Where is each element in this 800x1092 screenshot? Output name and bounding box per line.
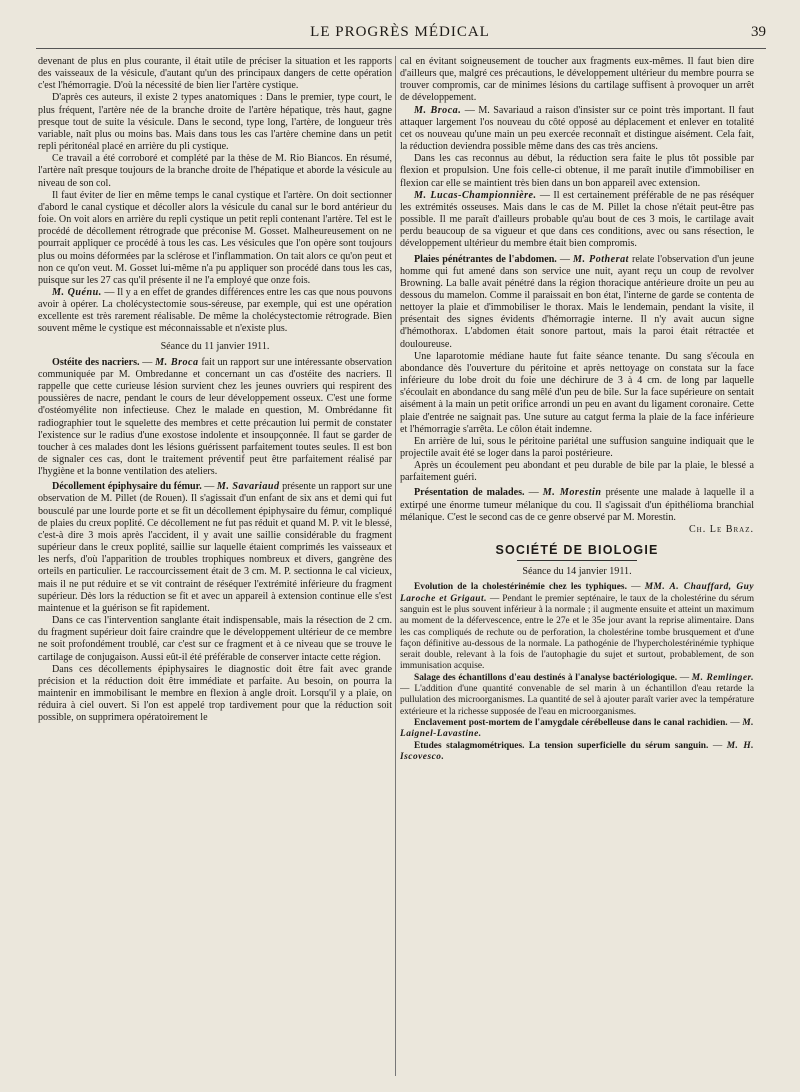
speaker-name: M. Broca <box>155 356 199 368</box>
paragraph <box>400 190 754 251</box>
report-title: Enclavement post-mortem de l'amygdale cérébelleuse dans le canal rachidien. <box>414 717 728 728</box>
paragraph: devenant de plus en plus courante, il était utile de préciser la situation et les rapports des vaisseaux de la vésicule, d'autant qu'un des principaux dangers de cette opération c'est l'hémorragie. D'où la nécessité de bien lier l'artère cystique. <box>38 56 392 92</box>
report-entry: Evolution de la cholestérinémie chez les typhiques. — MM. A. Chauffard, Guy Laroche et Grigaut. — Pendant le premier septénaire, le taux de la cholestérine du sérum sanguin est le plus souvent inférieur à la normale ; il augmente ensuite et atteint un maximum au moment de la défervescence, entre le 27e et le 35e jour avant la reprise alimentaire. Dans les cas compliqués de rechute ou de perforation, la cholestérine tombe brusquement et d'une façon définitive au-dessous de la normale. La pathogénie de l'hypercholestérinémie typhique serait double, relevant à la fois de l'autophagie du sujet et surtout, probablement, de son immunisation acquise. <box>400 582 754 672</box>
speaker-name: M. Quénu. <box>52 286 102 298</box>
report-entry: Plaies pénétrantes de l'abdomen. — M. Potherat relate l'observation d'un jeune homme qui fut amené dans son service une nuit, ayant reçu un coup de revolver Browning. La balle avait pénétré dans la région thoracique antérieure droite un peu au dessous du mamelon. Comme il paraissait en bon état, l'interne de garde se contenta de nettoyer la plaie et d'immobiliser le thorax. Mais le lendemain, pendant la visite, il présentait des signes évidents d'hémorragie interne. Il n'y avait aucun signe d'hémothorax. L'abdomen était sonore partout, mais la paroi était rétractée et douloureuse. <box>400 253 754 350</box>
speaker-name: MM. A. Chauffard, Guy Laroche et Grigaut. <box>400 582 754 604</box>
page-number: 39 <box>751 24 766 40</box>
report-entry: Enclavement post-mortem de l'amygdale cérébelleuse dans le canal rachidien. — M. Laignel-Lavastine. <box>400 717 754 740</box>
author-signature: Ch. Le Braz. <box>688 523 754 535</box>
paragraph-text: — Il y a en effet de grandes différences entre les cas que nous pouvons avoir à opérer. La cholécystectomie sous-séreuse, par exemple, qui est une opération excellente est très rarement réalisable. De même la cholécystectomie rétrograde. Bien souvent même le cystique est méconnaissable et n'existe plus. <box>38 286 392 335</box>
paragraph <box>400 105 754 154</box>
report-title: Décollement épiphysaire du fémur. <box>52 481 202 493</box>
speaker-name: M. H. Iscovesco. <box>400 740 754 762</box>
speaker-name: M. Remlinger. <box>691 672 754 683</box>
paragraph: Dans les cas reconnus au début, la réduction sera faite le plus tôt possible par flexion et propulsion. Une fois celle-ci obtenue, il me paraît inutile d'immobiliser en flexion car elle se maintient très bien dans un bon appareil avec extension. <box>400 153 754 189</box>
report-text: présente une malade à laquelle il a extirpé une énorme tumeur mélanique du cou. Il s'agissait d'un épithélioma branchial mélanique. C'est le second cas de ce genre observé par M. Morestin. <box>400 487 754 523</box>
speaker-name: M. Potherat <box>573 253 629 265</box>
paragraph <box>38 287 392 336</box>
paragraph: Il faut éviter de lier en même temps le canal cystique et l'artère. On doit sectionner d'abord le canal cystique et décoller alors la vésicule du canal sur le bord antérieur du foie. On voit alors en arrière du repli cystique un petit repli contenant l'artère. Tel est le procédé de décollement rétrograde que préconise M. Gosset. Malheureusement on ne pourrait appliquer ce procédé à tous les cas. Les vésicules que l'on opère sont toujours plus ou moins déformées par la sclérose et l'inflammation. On tait alors ce qu'on peut et non ce qu'on veut. M. Gosset lui-même n'a pu appliquer son procédé dans tous les cas, puisque sur les 27 cas qu'il présente il ne l'a employé que onze fois. <box>38 189 392 286</box>
session-date: Séance du 11 janvier 1911. <box>160 340 270 352</box>
paragraph-text: — M. Savariaud a raison d'insister sur ce point très important. Il faut attaquer largement l'os nouveau du côté opposé au déplacement et enlever en totalité cet os nouveau qu'une main un peu exercée reconnaît et distingue aisément. Cela fait, la réduction deviendra possible même dans des cas très anciens. <box>400 104 754 153</box>
report-text: fait un rapport sur une intéressante observation communiquée par M. Ombredanne et concernant un cas d'ostéite des nacriers. Il rappelle que cette curieuse lésion survient chez les jeunes ouvriers qui respirent des poussières de nacre, pendant le cours de leur développement osseux. C'est une forme d'ostéomyélite non infectieuse. Chez le malade en question, M. Ombrédanne fit radiographier tout le squelette des membres et cette précaution lui permit de constater l'existence sur le radius d'une exostose indolente et insoupçonnée. Il faut se garder de toucher à ces malades dont les lésions guérissent parfaitement toutes seules. Il est bon de signaler ces cas, dont le traitement préventif peut être parfaitement réalisé par l'hygiène et la bonne ventilation des ateliers. <box>38 356 392 478</box>
column-divider <box>395 56 396 1076</box>
journal-title: LE PROGRÈS MÉDICAL <box>310 24 490 40</box>
report-text: présente un rapport sur une observation de M. Pillet (de Rouen). Il s'agissait d'un enfant de six ans et demi qui fut bousculé par une lourde porte et se fit un décollement épiphysaire du fémur, compliqué de plaies du creux poplité. Ce décollement ne fut pas réduit et quand M. P. vit le blessé, c'est-à dire 3 mois après l'accident, il y avait une saillie considérable du fragment supérieur dans le creux poplité, saillie sur laquelle étaient comprimés les vaisseaux et les nerfs, d'où l'apparition de troubles trophiques nombreux et divers, gangrène des orteils en particulier. Le raccourcissement était de 3 cm. M. P. sectionna le cal vicieux, mais il ne put réduire et se vit contraint de réséquer l'extrémité inférieure du fragment supérieur. Dès lors la réduction se fit et avec un appareil à extension continue elle s'est maintenue et la guérison se fit rapidement. <box>38 481 392 614</box>
paragraph-text: — Il est certainement préférable de ne pas réséquer les extrémités osseuses. Mais dans le cas de M. Pillet la chose n'était peut-être pas possible. Il me paraît d'ailleurs probable qu'au bout de ces 3 mois, le cartilage avait perdu beaucoup de sa vigueur et que dans ces conditions, avec ou sans résection, le développement ultérieur du membre était bien compromis. <box>400 189 754 250</box>
report-text: — L'addition d'une quantité convenable de sel marin à un échantillon d'eau retarde la pullulation des microorganismes. La quantité de sel à ajouter paraît varier avec la température extérieure et la richesse supposée de l'eau en microorganismes. <box>400 684 754 717</box>
speaker-name: M. Morestin <box>542 487 602 499</box>
paragraph: Ce travail a été corroboré et complété par la thèse de M. Rio Biancos. En résumé, l'artère naît presque toujours de la branche droite de l'hépatique et aborde la vésicule au niveau de son col. <box>38 153 392 189</box>
speaker-name: M. Laignel-Lavastine. <box>400 717 754 740</box>
speaker-name: M. Savariaud <box>216 481 280 493</box>
heading-rule <box>517 560 637 561</box>
report-entry: Décollement épiphysaire du fémur. — M. Savariaud présente un rapport sur une observation de M. Pillet (de Rouen). Il s'agissait d'un enfant de six ans et demi qui fut bousculé par une lourde porte et se fit un décollement épiphysaire du fémur, compliqué de plaies du creux poplité. Ce décollement ne fut pas réduit et quand M. P. vit le blessé, c'est-à dire 3 mois après l'accident, il y avait une saillie considérable du fragment supérieur dans le creux poplité, saillie sur laquelle étaient comprimés les vaisseaux et les nerfs, d'où l'apparition de troubles trophiques nombreux et divers, gangrène des orteils en particulier. Le raccourcissement était de 3 cm. M. P. sectionna le cal vicieux, mais il ne put réduire et se vit contraint de réséquer l'extrémité inférieure du fragment supérieur. Dès lors la réduction se fit et avec un appareil à extension continue elle s'est maintenue et la guérison se fit rapidement. <box>38 481 392 614</box>
society-heading: SOCIÉTÉ DE BIOLOGIE <box>495 543 659 558</box>
right-column <box>400 56 754 1081</box>
report-title: Présentation de malades. <box>414 487 525 499</box>
paragraph: Une laparotomie médiane haute fut faite séance tenante. Du sang s'écoula en abondance dès l'ouverture du péritoine et après nettoyage on constata sur la face inférieure du lobe droit du foie une déchirure de 3 à 4 cm. de long par laquelle s'écoulait en abondance du sang mêlé d'un peu de bile. Sur la face supérieure on sentait aisément à la main un petit orifice arrondi un peu en avant du ligament coronaire. Cette plaie d'entrée ne saignait pas. Une suture au catgut ferma la plaie de la face inférieure et l'hémorragie s'arrêta. Le côlon était indemne. <box>400 350 754 435</box>
report-title: Plaies pénétrantes de l'abdomen. <box>414 253 557 265</box>
report-title: Etudes stalagmométriques. La tension superficielle du sérum sanguin. <box>414 740 709 751</box>
page-header <box>0 24 800 46</box>
paragraph: D'après ces auteurs, il existe 2 types anatomiques : Dans le premier, type court, le plus fréquent, l'artère née de la branche droite de l'artère hépatique, très haut, gagne presque tout de suite la vésicule. Dans le second, type long, l'artère, de longueur très variable, naît plus ou moins bas. Mais dans tous les cas l'artère chemine dans un petit repli péritonéal placé en arrière du pli cystique. <box>38 92 392 153</box>
report-entry: Présentation de malades. — M. Morestin présente une malade à laquelle il a extirpé une énorme tumeur mélanique du cou. Il s'agissait d'un épithélioma branchial mélanique. C'est le second cas de ce genre observé par M. Morestin. Ch. Le Braz. <box>400 487 754 535</box>
report-entry: Etudes stalagmométriques. La tension superficielle du sérum sanguin. — M. H. Iscovesco. <box>400 740 754 762</box>
speaker-name: M. Lucas-Championnière. <box>414 189 537 201</box>
paragraph: Dans ces décollements épiphysaires le diagnostic doit être fait avec grande précision et la réduction doit être immédiate et parfaite. Au besoin, on pourra la maintenir en immobilisant le membre en flexion à angle droit. Lorsqu'il y a plaie, on réduira à ciel ouvert. Si l'on est appelé trop tardivement pour que la réduction soit possible, on supprimera opératoirement le <box>38 663 392 724</box>
report-text: — Pendant le premier septénaire, le taux de la cholestérine du sérum sanguin est le plus souvent inférieur à la normale ; il augmente ensuite et atteint un maximum au moment de la défervescence, entre le 27e et le 35e jour avant la reprise alimentaire. Dans les cas compliqués de rechute ou de perforation, la cholestérine tombe brusquement et d'une façon définitive au-dessous de la normale. La pathogénie de l'hypercholestérinémie typhique serait double, relevant à la fois de l'autophagie du sujet et surtout, probablement, de son immunisation acquise. <box>400 593 754 672</box>
left-column <box>38 56 392 1081</box>
speaker-name: M. Broca. <box>414 104 462 116</box>
report-title: Ostéite des nacriers. <box>52 356 140 368</box>
report-entry: Ostéite des nacriers. — M. Broca fait un rapport sur une intéressante observation communiquée par M. Ombredanne et concernant un cas d'ostéite des nacriers. Il rappelle que cette curieuse lésion survient chez les jeunes ouvriers qui respirent des poussières de nacre, pendant le cours de leur développement osseux. C'est une forme d'ostéomyélite non infectieuse. Chez le malade en question, M. Ombrédanne fit radiographier tout le squelette des membres et cette précaution lui permit de constater l'existence sur le radius d'une exostose indolente et insoupçonnée. Il faut se garder de toucher à ces malades dont les lésions guérissent parfaitement toutes seules. Il est bon de signaler ces cas, dont le traitement préventif peut être parfaitement réalisé par l'hygiène et la bonne ventilation des ateliers. <box>38 356 392 478</box>
session-date: Séance du 14 janvier 1911. <box>522 566 632 578</box>
report-entry: Salage des échantillons d'eau destinés à l'analyse bactériologique. — M. Remlinger. — L'addition d'une quantité convenable de sel marin à un échantillon d'eau retarde la pullulation des microorganismes. La quantité de sel à ajouter paraît varier avec la température extérieure et la richesse supposée de l'eau en microorganismes. <box>400 672 754 717</box>
report-title: Evolution de la cholestérinémie chez les typhiques. <box>414 582 627 593</box>
paragraph: Après un écoulement peu abondant et peu durable de bile par la plaie, le blessé a parfaitement guéri. <box>400 460 754 484</box>
header-rule <box>36 48 766 49</box>
paragraph: cal en évitant soigneusement de toucher aux fragments eux-mêmes. Il faut bien dire d'ailleurs que, malgré ces précautions, le développement ultérieur du membre pourra se trouver compromis, car de minimes lésions du cartilage suffisent à provoquer un arrêt de développement. <box>400 56 754 104</box>
report-text: relate l'observation d'un jeune homme qui fut amené dans son service une nuit, ayant reçu un coup de revolver Browning. La balle avait pénétré dans la région thoracique antérieure droite un peu au dessous du mamelon. Comme il paraissait en bon état, l'interne de garde se contenta de nettoyer la plaie et d'immobiliser le thorax. Mais le lendemain, pendant la visite, il présentait des signes évidents d'hémorragie interne. Il n'y avait aucun signe d'hémothorax. L'abdomen était sonore partout, mais la paroi était rétractée et douloureuse. <box>400 253 754 350</box>
report-title: Salage des échantillons d'eau destinés à l'analyse bactériologique. <box>414 672 678 683</box>
paragraph: En arrière de lui, sous le péritoine pariétal une suffusion sanguine indiquait que le projectile avait été se loger dans la paroi postérieure. <box>400 435 754 459</box>
paragraph: Dans ce cas l'intervention sanglante était indispensable, mais la résection de 2 cm. du fragment supérieur doit faire craindre que le développement ultérieur de ce membre ne soit profondément troublé, car c'est sur ce fragment et à ce niveau que se trouve le cartilage de conjugaison. Aussi eût-il été préférable de conserver intacte cette région. <box>38 615 392 663</box>
